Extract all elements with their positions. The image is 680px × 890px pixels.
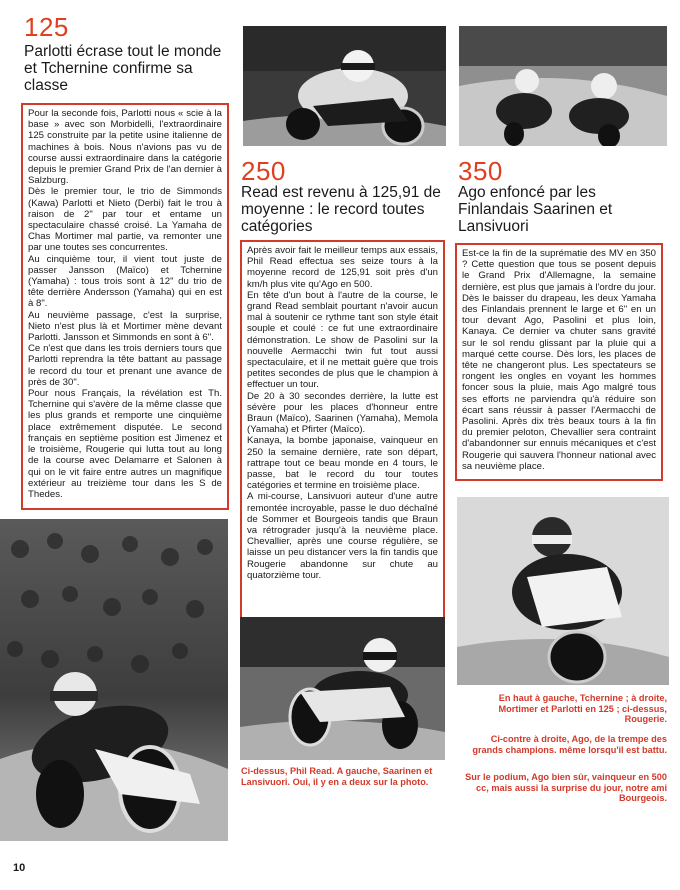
- headline-250: Read est revenu à 125,91 de moyenne : le record toutes catégories: [241, 184, 441, 235]
- article-body-250: Après avoir fait le meilleur temps aux essais, Phil Read effectua ses seize tours à la moyenne record de 125,91 soit près d'un km/h plus vite qu'Ago en 500. En tête d'un bout à l'autre de la course, le grand Read semblait pourtant n'avoir aucun mal à soutenir ce rythme tant son style était souple et coulé : ce fut une extraordinaire démonstration. Le show de Pasolini sur la nouvelle Aermacchi twin fut tout aussi spectaculaire, et il ne mettait guère que trois petites secondes de plus que le champion à effectuer un tour. De 20 à 30 secondes derrière, la lutte est sévère pour les places d'honneur entre Braun (Maïco), Saarinen (Yamaha), Memola (Yamaha) et Pfirter (Maïco). Kanaya, la bombe japonaise, vainqueur en 250 la semaine dernière, rate son départ, rattrape tout ce beau monde en 4 tours, le passe, bat le record du tour toutes catégories et termine en troisième place. A mi-course, Lansivuori auteur d'une autre remontée incroyable, passe le duo déchaîné de Sommer et Bourgeois tandis que Braun va rétrograder jusqu'à la neuvième place. Chevallier, après une course régulière, se laisse un peu distancer vers la fin tandis que Rougerie abandonne sur chute au quatorzième tour.: [247, 245, 438, 581]
- photo-racer-crowd-image: [0, 519, 228, 841]
- article-box-350: [455, 243, 663, 481]
- section-number-350: 350: [458, 156, 503, 186]
- photo-racer-top-middle-image: [243, 26, 446, 146]
- section-number-250: 250: [241, 156, 286, 186]
- photo-rougerie: [457, 497, 669, 685]
- article-box-125: [21, 103, 229, 510]
- photo-phil-read: [240, 617, 445, 760]
- article-body-350: Est-ce la fin de la suprématie des MV en 350 ? Cette question que tous se posent depuis le Grand Prix d'Allemagne, la semaine dernière, est plus que jamais à l'ordre du jour. Dès le baisser du drapeau, les deux Yamaha des Finlandais prennent le large et 6" en un tour devant Ago, Pasolini et plus loin, Kanaya. Ce dernier va chuter sans gravité sur le sol rendu glissant par la pluie qui a marqué cette course. Dès lors, les places de tête ne changeront plus. Les spectateurs se rongent les ongles en voyant les hommes foncer sous la pluie, mais Ago malgré tous ses efforts ne parviendra qu'à réduire son écart sans réussir à passer l'Aermacchi de Pasolini. Après dix très beaux tours à la fin du premier peloton, Chevallier sera contraint d'abandonner sur ennuis mécaniques et c'est Rougerie qui sauvera l'honneur national avec sa neuvième place.: [462, 248, 656, 472]
- section-number-125: 125: [24, 12, 69, 42]
- headline-125: Parlotti écrase tout le monde et Tchernine confirme sa classe: [24, 43, 222, 94]
- caption-right-3: Sur le podium, Ago bien sûr, vainqueur en 500 cc, mais aussi la surprise du jour, notre ami Bourgeois.: [465, 772, 667, 804]
- photo-racer-top-middle: [243, 26, 446, 146]
- article-box-250: [240, 240, 445, 633]
- headline-350: Ago enfoncé par les Finlandais Saarinen et Lansivuori: [458, 184, 613, 235]
- article-body-125: Pour la seconde fois, Parlotti nous « scie à la base » avec son Morbidelli, l'extraordinaire 125 construite par la petite usine italienne de machines à bois. Nous n'avions pas vu de course aussi extraordinaire dans la catégorie depuis le premier Grand Prix de l'an dernier à Salzburg. Dès le premier tour, le trio de Simmonds (Kawa) Parlotti et Nieto (Derbi) fait le trou à raison de 2" par tour et entame un spectaculaire chassé croisé. La Yamaha de Chas Mortimer mal partie, va remonter une par une toutes ses concurrentes. Au cinquième tour, il vient tout juste de passer Jansson (Maïco) et Tchernine (Yamaha) : tous trois sont à 12" du trio de tête derrière Andersson (Yamaha) qui en est à 8". Au neuvième passage, c'est la surprise, Nieto n'est plus là et Mortimer mène devant Parlotti. Jansson et Simmonds en sont à 6". Ce n'est que dans les trois derniers tours que Parlotti reprendra la tête battant au passage le record du tour et prenant une avance de près de 30". Pour nous Français, la révélation est Th. Tchernine qui s'avère de la même classe que les plus grands et remporte une cinquième place extrêmement disputée. Le second français en septième position est Jimenez et le troisième, Rougerie qui lutta tout au long de la course avec Delamarre et Salonen à qui on le vit faire entre autres un magnifique extérieur au treizième tour dans les S de Thedes.: [28, 108, 222, 500]
- photo-phil-read-image: [240, 617, 445, 760]
- caption-middle: Ci-dessus, Phil Read. A gauche, Saarinen et Lansivuori. Oui, il y en a deux sur la photo.: [241, 766, 433, 787]
- caption-right-2: Ci-contre à droite, Ago, de la trempe des grands champions. même lorsqu'il est battu.: [472, 734, 667, 755]
- photo-racers-top-right: [459, 26, 667, 146]
- photo-racers-top-right-image: [459, 26, 667, 146]
- photo-racer-crowd: [0, 519, 228, 841]
- page-number: 10: [13, 862, 26, 874]
- caption-right-1: En haut à gauche, Tchernine ; à droite, Mortimer et Parlotti en 125 ; ci-dessus, Rougerie.: [498, 693, 667, 725]
- photo-rougerie-image: [457, 497, 669, 685]
